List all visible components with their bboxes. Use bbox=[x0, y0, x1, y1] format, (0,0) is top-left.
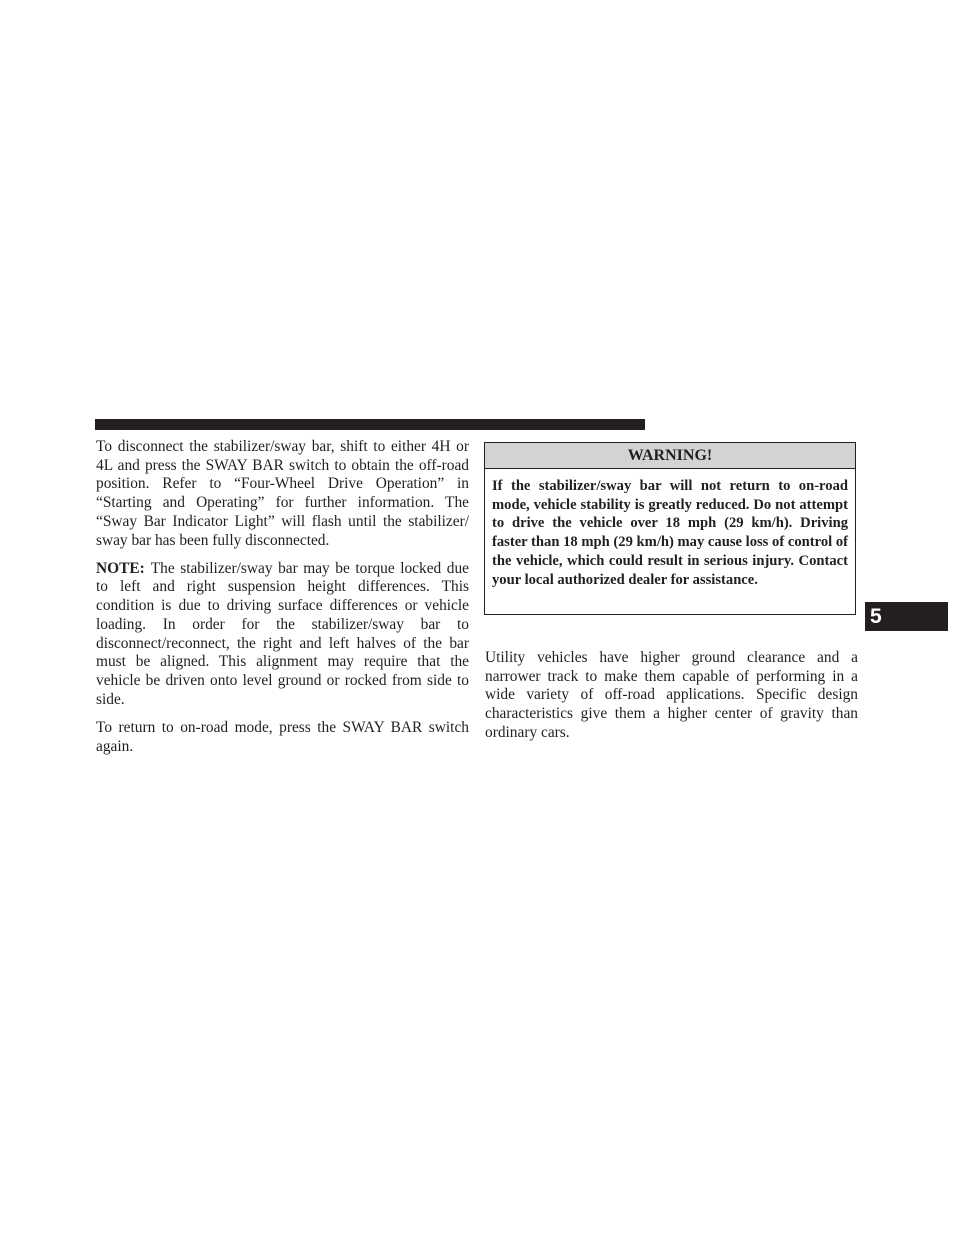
note-paragraph bbox=[96, 560, 469, 710]
note-text: The stabilizer/sway bar may be torque locked due to left and right suspension height differences. This condition is due to driving surface differences or vehicle loading. In order for the stabilizer/sway bar to disconnect/reconnect, the right and left halves of the bar must be aligned. This alignment may require that the vehicle be driven onto level ground or rocked from side to side. bbox=[96, 559, 469, 708]
return-paragraph: To return to on-road mode, press the SWAY BAR switch again. bbox=[96, 718, 469, 755]
warning-title: WARNING! bbox=[485, 443, 855, 469]
warning-box bbox=[484, 442, 856, 615]
disconnect-paragraph: To disconnect the stabilizer/sway bar, shift to either 4H or 4L and press the SWAY BAR switch to obtain the off-road position. Refer to “Four-Wheel Drive Operation” in “Starting and Operating” for further information. The “Sway Bar Indicator Light” will flash until the stabilizer/ sway bar has been fully disconnected. bbox=[96, 438, 469, 549]
chapter-tab: 5 bbox=[865, 602, 948, 631]
warning-body: If the stabilizer/sway bar will not return to on-road mode, vehicle stability is greatly reduced. Do not attempt to drive the vehicle over 18 mph (29 km/h). Driving faster than 18 mph (29 km/h) may cause loss of control of the vehicle, which could result in serious injury. Contact your local authorized dealer for assistance. bbox=[492, 478, 848, 588]
section-top-rule bbox=[95, 419, 645, 430]
utility-vehicles-paragraph: Utility vehicles have higher ground clearance and a narrower track to make them capable of performing in a wide variety of off-road applications. Specific design characteristics give them a higher center of gravity than ordinary cars. bbox=[485, 649, 858, 741]
note-label: NOTE: bbox=[96, 559, 145, 577]
left-column bbox=[96, 438, 469, 766]
